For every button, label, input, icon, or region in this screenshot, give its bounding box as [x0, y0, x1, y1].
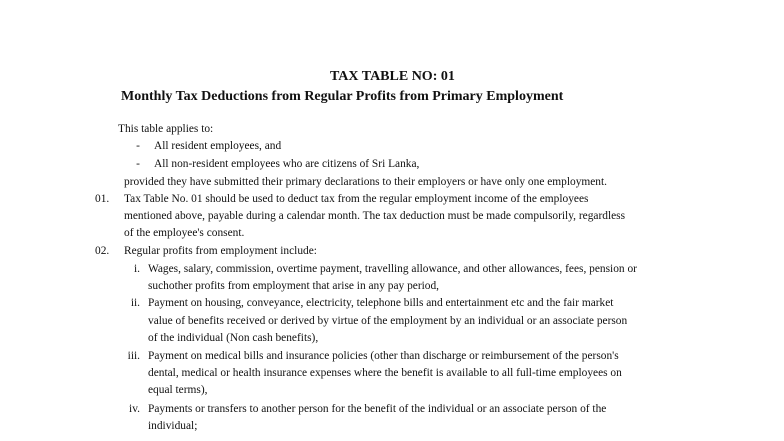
bullet-text: All non-resident employees who are citizens of Sri Lanka,	[154, 158, 420, 170]
list-item-line: Wages, salary, commission, overtime payment, travelling allowance, and other allowances, fees, pension or	[148, 263, 637, 275]
bullet-text: All resident employees, and	[154, 140, 282, 152]
section-text-line: Regular profits from employment include:	[124, 245, 317, 257]
section-text-line: of the employee's consent.	[124, 227, 245, 239]
list-item-line: suchother profits from employment that arise in any pay period,	[148, 280, 440, 292]
section-text-line: mentioned above, payable during a calendar month. The tax deduction must be made compulsorily, regardless	[124, 210, 626, 222]
section-text-line: Tax Table No. 01 should be used to deduct tax from the regular employment income of the employees	[124, 193, 589, 205]
list-item-marker: i.	[133, 263, 140, 275]
section-number: 01.	[95, 193, 110, 205]
list-item-line: Payment on medical bills and insurance policies (other than discharge or reimbursement of the person's	[148, 350, 619, 362]
list-item-line: equal terms),	[148, 384, 208, 396]
list-item-line: dental, medical or health insurance expenses where the benefit is available to all full-time employees on	[148, 367, 622, 379]
list-item-line: Payment on housing, conveyance, electricity, telephone bills and entertainment etc and the fair market	[148, 297, 614, 309]
list-item-line: Payments or transfers to another person for the benefit of the individual or an associate person of the	[148, 403, 607, 415]
bullet-marker: -	[136, 140, 140, 152]
list-item-line: of the individual (Non cash benefits),	[148, 332, 319, 344]
page-subtitle: Monthly Tax Deductions from Regular Profits from Primary Employment	[121, 89, 564, 104]
list-item-marker: ii.	[130, 297, 140, 309]
bullet-marker: -	[136, 158, 140, 170]
page-title: TAX TABLE NO: 01	[330, 69, 455, 84]
list-item-marker: iv.	[129, 403, 140, 415]
intro-proviso: provided they have submitted their primary declarations to their employers or have only one employment.	[124, 176, 608, 188]
section-number: 02.	[95, 245, 110, 257]
intro-lead: This table applies to:	[118, 123, 214, 135]
list-item-line: individual;	[148, 420, 198, 432]
list-item-marker: iii.	[127, 350, 140, 362]
list-item-line: value of benefits received or derived by virtue of the employment by an individual or an associate person	[148, 315, 628, 327]
